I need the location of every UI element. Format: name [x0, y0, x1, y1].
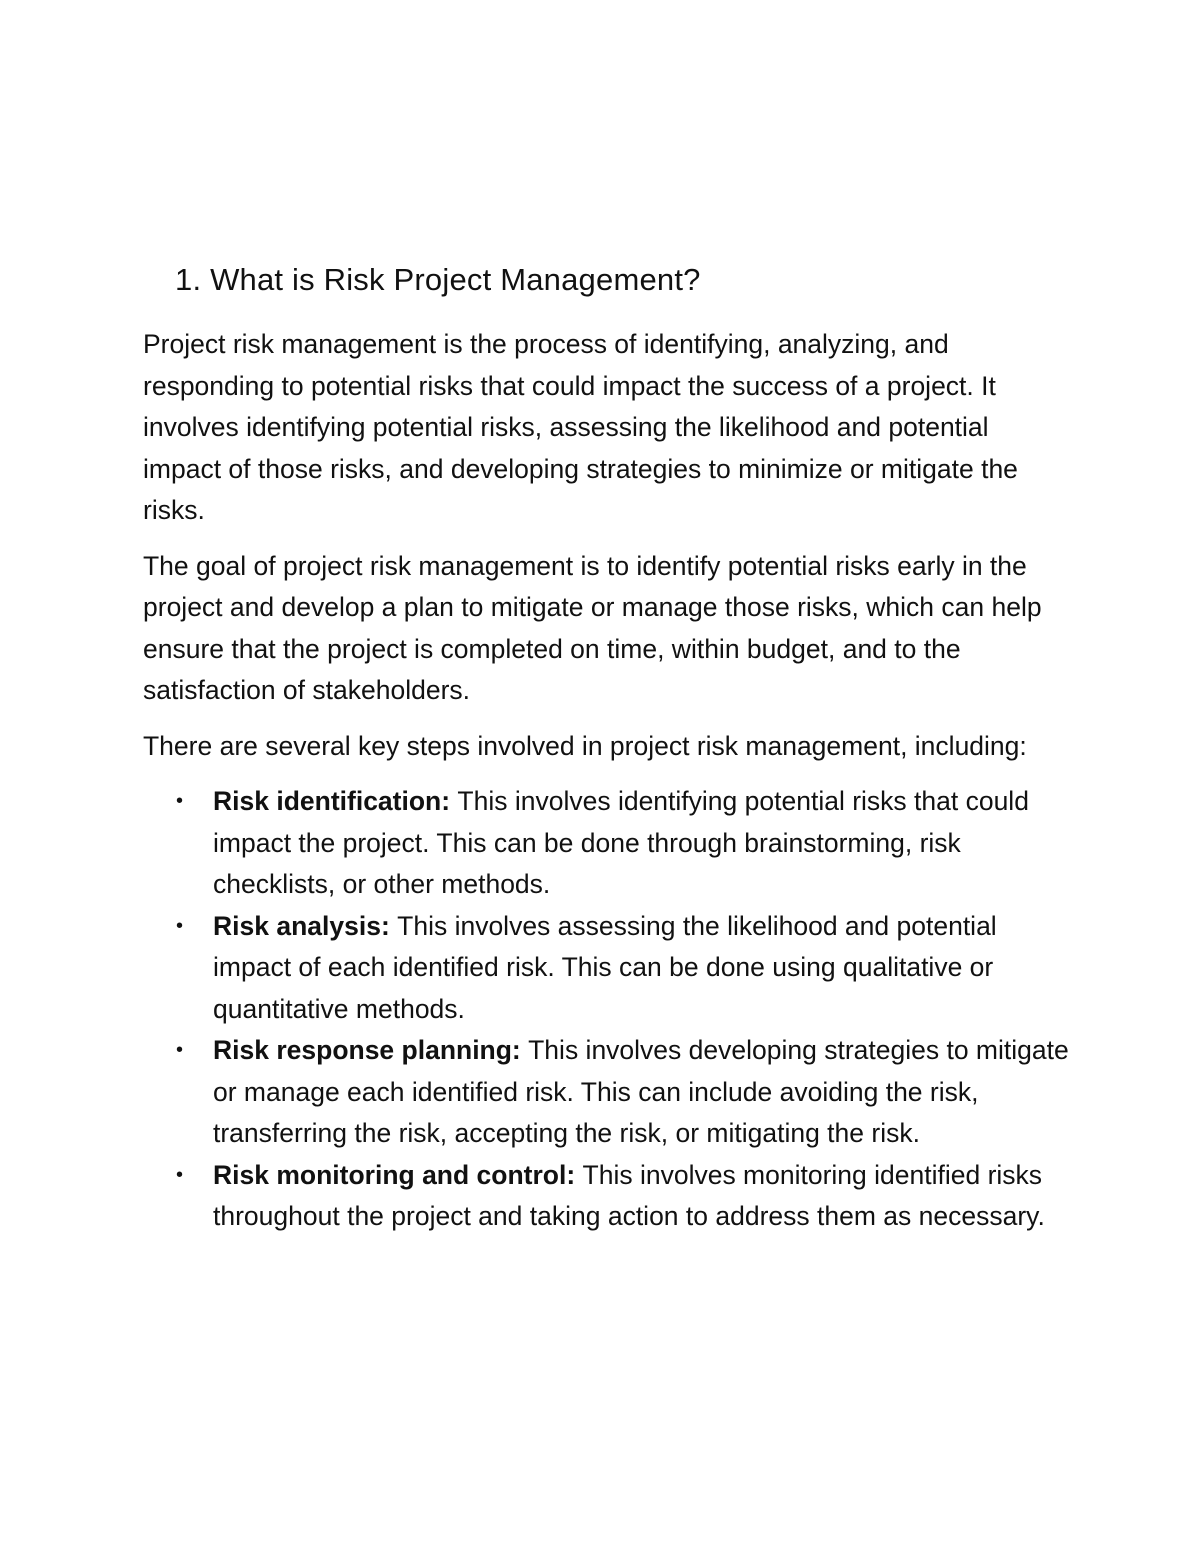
step-term: Risk monitoring and control: [213, 1159, 583, 1190]
list-item [143, 1155, 1073, 1238]
steps-list [143, 781, 1073, 1238]
step-text: This involves developing strategies to mitigate or manage each identified risk. This can include avoiding the risk, transferring the risk, accepting the risk, or mitigating the risk. [213, 1035, 1069, 1148]
step-term: Risk analysis: [213, 910, 398, 941]
document-body [143, 258, 1073, 1238]
bullet-icon: • [176, 1039, 184, 1061]
step-text: This involves assessing the likelihood and potential impact of each identified risk. This can be done using qualitative or quantitative methods. [213, 910, 997, 1024]
step-term: Risk identification: [213, 786, 458, 816]
step-term: Risk response planning: [213, 1035, 529, 1065]
bullet-icon: • [176, 1163, 184, 1186]
list-item [143, 1030, 1073, 1155]
paragraph-goal: The goal of project risk management is to identify potential risks early in the project and develop a plan to mitigate or manage those risks, which can help ensure that the project is completed on time, within budget, and to the satisfaction of stakeholders. [143, 550, 1042, 705]
page-title: 1. What is Risk Project Management? [175, 262, 701, 297]
paragraph-definition: Project risk management is the process of identifying, analyzing, and responding to potential risks that could impact the success of a project. It involves identifying potential risks, assessing the likelihood and potential impact of those risks, and developing strategies to minimize or mitigate the risks. [143, 329, 1018, 525]
bullet-icon: • [176, 914, 184, 937]
step-text: This involves identifying potential risks that could impact the project. This can be done through brainstorming, risk checklists, or other methods. [213, 786, 1029, 899]
paragraph-steps-intro: There are several key steps involved in project risk management, including: [143, 730, 1027, 761]
step-text: This involves monitoring identified risks throughout the project and taking action to address them as necessary. [213, 1159, 1045, 1231]
bullet-icon: • [176, 790, 184, 812]
list-item [143, 906, 1073, 1031]
list-item [143, 781, 1073, 906]
